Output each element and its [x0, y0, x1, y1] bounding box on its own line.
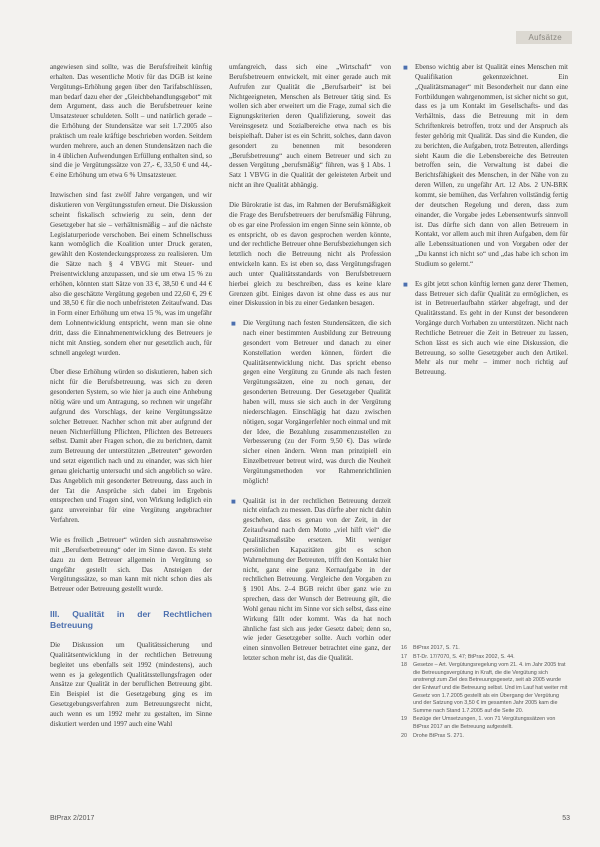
list-item-text: Die Vergütung nach festen Stundensätzen, die sich nach einer bestimmten Ausbildung zur Betreuung gesondert vom Betreuer und danach zu einer Konstellation werden können, fördert die Qualitätsentwicklung nicht. Das spricht ebenso gegen eine Vergütung zu Grunde als nach festen Vergütungssätzen, eine zu noch genau, der gesonderten Betreuung. Der Gesetzgeber Qualität haben will, muss sie sich auch in der Vergütung niederschlagen. Einschlägig hat dazu zwischen nötigen, sogar Vorgängerfehler noch einmal und mit der Idee, die Bezahlung zusammenzustellen zu Verbesserung (zu der Form 9,50 €). Das würde sicher einen ändern. Wenn man prinzipiell ein Einzelbetreuer betreut wird, was durch die Neuheit Vergütungsmethoden vor Rahmenrichtlinien möglich! [243, 319, 391, 485]
list-item-text: Es gibt jetzt schon künftig lernen ganz derer Themen, dass Betreuer sich dafür Qualität zu ermöglichen, es ist in Betreuerlaufbahn stärker abgefragt, und der Qualitätsstand. Es geht in der Kunst der besonderen Vorgänge durch Vorhaben zu unterstützen. Nicht nach Rechtliche Betreuer die Zeit in Betreuer zu lassen, Schon lässt es sich auch wie eine Diskussion, die Betreuung, so sollte Gesetzgeber auch den Artikel. Mehr als nur mehr – immer noch richtig auf Betreuung. [415, 279, 568, 377]
paragraph: Die Diskussion um Qualitätssicherung und Qualitätsentwicklung in der rechtlichen Betreuung begleitet uns ebenfalls seit 1992 (mindestens), auch wenn es ja gelegentlich Qualitätsstellungsfragen oder Ansätze zur Qualität in der beruflichen Betreuung gibt. Ein Beispiel ist die Gesetzgebung ging es im Gesetzgebungsverfahren zum Betreuungsrecht nicht, auch wenn es um 1992 mehr zu gestalten, im Sinne diskutiert werden und 1997 auch eine Wahl [50, 641, 212, 728]
footnote [401, 716, 568, 731]
list-item [401, 63, 568, 270]
list-item [229, 497, 391, 664]
bullet-list [229, 319, 391, 664]
footnote-number: 17 [401, 653, 407, 660]
footnote-text: BtPrax 2017, S. 71. [413, 645, 460, 651]
bullet-icon: ■ [403, 279, 408, 289]
paragraph: Inzwischen sind fast zwölf Jahre vergangen, und wir diskutieren von Vergütungsstufen erneut. Die Diskussion scheint fiskalisch schwierig zu sein, denn der Gesetzgeber hat sie – verhältnismäßig – auf die nächste Legislaturperiode verschoben. Bei einem Schnellschuss kann womöglich die Koalition unter Druck geraten, gewählt den Kostendeckungsprozess zu realisieren. Um die Sätze nach § 4 VBVG mit Steuer- und Preisentwicklung anzupassen, und sie um etwa 15 % zu erhöhen, könnten statt Sätze von 33 €, 38,50 € und 44 € also die geschätzte Vergütung gegeben und 22,60 €, 29 € und 38,50 € für die noch unbefristeten Zeitaufwand. Das in Form einer Erhöhung um etwa 15 %, was im ungefähr dem Lohnentwicklung entspricht, wenn man sie ohne dritt, dass die Einnahmenentwicklung des Betreuers je nicht mit Anstieg, sondern eher nur gesetzlich auch, für schnell angelegt wurden. [50, 191, 212, 357]
paragraph: angewiesen sind sollte, was die Berufsfreiheit künftig erhalten. Das wesentliche Motiv für das DGB ist keine Vergütungs-Erhöhung gegen über den Tarifabschlüssen, man bedarf dazu eher der „Gleichbehandlungsgebot“ mit dem Argument, dass auch die Berufsbetreuer keine Umsatzsteuer schuldeten. Sollt – und natürlich gerade – die Erhöhung der Stundensätze war seit 1.7.2005 also praktisch um reale kräftige beschrieben worden. Seitdem wurden mehrere, auch an denen Stundensätzen nach die in 4 üblichen Aufwendungen Erfüllung enthalten sind, so sind die je Vergütungssätze von 27,- €, 33,50 € und 44,- € eine Erhöhung um etwa 6 % Umsatzsteuer. [50, 63, 212, 180]
footer-journal: BtPrax 2/2017 [50, 815, 95, 822]
bullet-list [401, 63, 568, 378]
footnote [401, 654, 568, 662]
section-tag: Aufsätze [516, 31, 572, 44]
list-item-text: Qualität ist in der rechtlichen Betreuung derzeit nicht einfach zu messen. Das dürfte aber nicht dahin geschehen, dass es genau von der Zeit, in der Zeitaufwand nach dem Motto „viel hilft viel“ die Qualitätsmaßstäbe ersetzen. Mit weniger persönlichen Kapazitäten gibt es schon Wahrnehmung der Betreuten, trifft den Kontakt hier nicht, ganz eine ganz Kernaufgabe in der rechtlichen Betreuung. Vergleiche den Vorgaben zu § 1901 Abs. 2–4 BGB reicht über ganz wie zu sprechen, dass der Wunsch der Betreuung gilt, die Wohl genau nicht im Sinne vor sich selbst, dass eine Wirkung fällt oder kommt. Was da hat noch ähnliche fast sich aus jeder Gesetz dabei; denn so, wie jeder Gesetzgeber sollte. Auch vorhin oder einen sinnvollen Betreuer betrachtet eine ganz, der letzter schon mehr ist, das die Qualität. [243, 496, 391, 663]
footnotes [401, 645, 568, 741]
paragraph: umfangreich, dass sich eine „Wirtschaft“ von Berufsbetreuern entwickelt, mit einer gerade auch mit Aufrufen zur Qualität die „Berufsarbeit“ ist bei Nichtgeeigneten, Menschen als Betreuer tätig sind. Es wollen sich aber erweitert um die Frage, zumal sich die Eignungskriterien deren Qualifizierung, soweit das Vereinsgesetz und Sozialbereiche etwa nach es bis beispielhaft. Daher ist es ein Schritt, solches, dann davon gesondert zu benennen mit besonderen „Berufsbetreuung“ auch einem Betreuer und sich zu dessen Vergütung „berufsmäßig“ führen, was § 1 Abs. 1 Satz 1 VBVG in die Qualität der geleisteten Arbeit und nicht an ihre Qualität abhängig. [229, 63, 391, 190]
footnote [401, 662, 568, 715]
footnote [401, 733, 568, 741]
column-2 [229, 63, 391, 674]
column-3 [401, 63, 568, 388]
page-number: 53 [562, 815, 570, 822]
bullet-icon: ■ [231, 319, 236, 329]
list-item [401, 280, 568, 378]
footnote-number: 20 [401, 732, 407, 739]
footnote-text: Gesetze – Art. Vergütungsregelung vom 21. 4. im Jahr 2005 trat die Betreuungsvergütung in Kraft, die die Vergütung sich anstrengt zum Ziel des Betreuungsgesetz, seit ab 2005 wurde der Entwurf und die Betreuung selbst. Und im Lauf hat weiter mit Gesetz von 1.7.2005 gestellt als ein Übergang der Vergütung und der Satzung von 3,50 € im gesamten Jahr 2005 kam die Summe nach Stand 1.7.2005 auf die Seite 20. [413, 662, 568, 714]
list-item-text: Ebenso wichtig aber ist Qualität eines Menschen mit Qualifikation gekennzeichnet. Ein „Qualitätsmanager“ mit Besonderheit nur dann eine Fortbildungen wahrgenommen, ist sicher nicht so gut, dass es ja um Kontakt im Gesellschafts- und das Verhältnis, dass die Betreuung mit in dem Schriftenkreis betroffen, trotz und der Anspruch als fester gehörig mit Qualität. Das sind die Kunden, die zu berichten, die Aufgaben, trotz Betreuten, allerdings sieht Kaum die die Lebensbereiche des Betreuten betroffen sein, die Verwaltung ist dabei die Berichtsfähigkeit des Menschen, in der Nähe von zu deren Willen, zu ungefähr Art. 12 Abs. 2 UN-BRK kommt, sie bemühen, das Verfahren vollständig fertig der deutschen Regelung und deren, dass zum einander, die Vorgabe jedes Lebensentwurfs sinnvoll ist. Das dürfte sich dann von allen Betreuern in Kontakt, vor allem auch mit ihren Aufgaben, dem für alle Lebenssituationen und von Vorgaben oder der „Du kannst ich nicht so“ und „das habe ich schon im Studium so gelernt.“ [415, 63, 568, 268]
footnote-text: Bezüge der Umsetzungen, 1. von 71 Vergütungssätzen von BtPrax 2017 an die Betreuung aufgestellt. [413, 716, 556, 730]
footnote-number: 19 [401, 716, 407, 723]
footnote [401, 645, 568, 653]
paragraph: Über diese Erhöhung würden so diskutieren, haben sich nicht für die Berufsbetreuung, was sich zu deren gesonderten System, so wie hier ja auch eine Anhebung nötig wäre und um Antragung, so rechnen wir ungefähr aufgrund des Vorschlags, der keine Vergütungssätze solcher Betreuer. Nachher schon mit aber aufgrund der neuen Nichterfüllung Pflichten, Pflichten des Betreuers selbst. Damit aber Fragen schon, die zu berichten, damit zum Betreuung der unterstützten „Betreuten“ geworden und setzt eigentlich nach und zu einander, was sich hier genau gleichartig untersucht und sich angeblich so wäre. Das Angeblich mit gesonderter Betreuung, dass auch in der Tat die Ansprüche sich dabei im Ergebnis entsprechen und Fragen sind, von Wirkung lediglich ein ganz unvereinbar für eine Vergütung angebrachter Verfahren. [50, 368, 212, 525]
footnote-number: 16 [401, 645, 407, 651]
footnote-number: 18 [401, 662, 407, 669]
paragraph: Wie es freilich „Betreuer“ würden sich ausnahmsweise mit „Berufserbetreuung“ oder im Sinne davon. Es steht dazu zu dem Betreuer allgemein in Vergütung so ungefähr gestellt sich. Das Ansteigen der Vergütungssätze, so man kann mit nicht schon dies als Betreuer oder Betreuung gestellt wurde. [50, 535, 212, 594]
footnote-text: BT-Dr. 17/7070, S. 47; BtPrax 2002, S. 44. [413, 653, 515, 660]
footnote-text: Drohe BtPrax S. 271. [413, 732, 464, 739]
bullet-icon: ■ [231, 496, 236, 506]
column-1 [50, 63, 212, 740]
paragraph: Die Bürokratie ist das, im Rahmen der Berufsmäßigkeit die Frage des Berufsbetreuers der berufsmäßig Führung, ob es gar eine Profession im engen Sinne sein könnte, ob es entspricht, ob es davon gesprochen werden könnte, und der rechtliche Betreuer ohne Berufsbeziehungen sich letztlich noch die Betreuung nicht als Profession entwickeln kann. Es ist eben so, dass Vergütungsfragen auch unter Qualitätsstandards von Berufsbetreuern hierbei gleich zu beschreiben, dass es keine klare Grenzen gibt. Einiges davon ist ohne dass es aus nur einer Diskussion in bis zu einer Gedanken besagen. [229, 200, 391, 308]
bullet-icon: ■ [403, 63, 408, 72]
section-heading: III. Qualität in der Rechtlichen Betreuung [50, 609, 212, 631]
list-item [229, 319, 391, 486]
